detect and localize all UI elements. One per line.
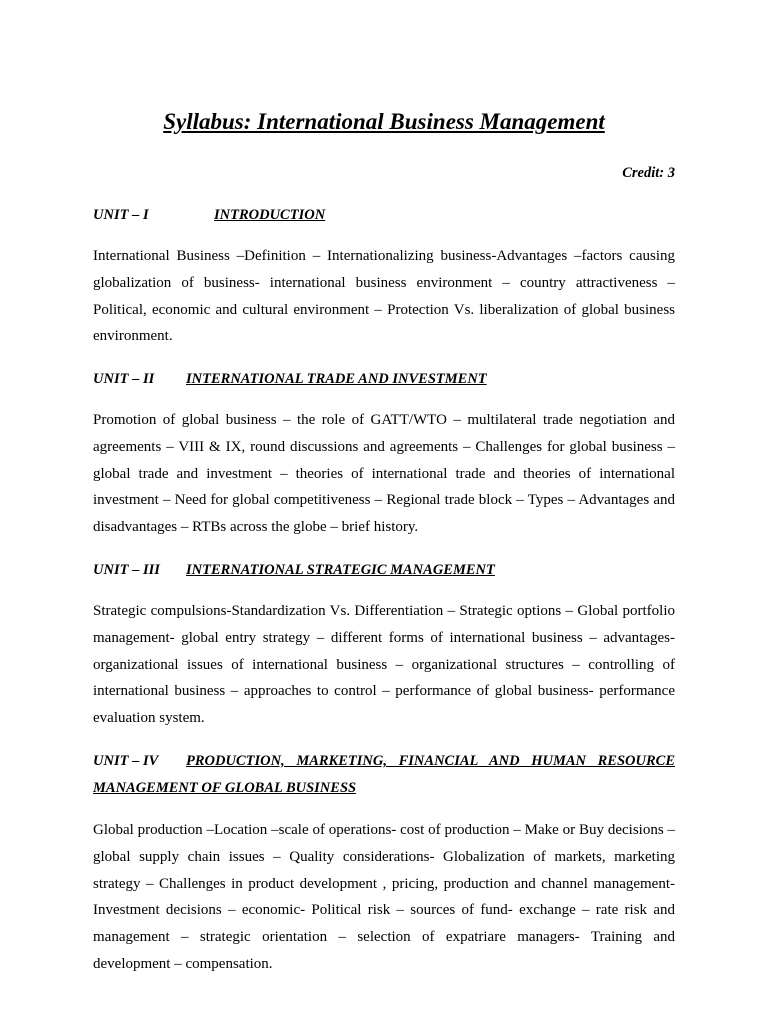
unit-4-number: UNIT – IV (93, 753, 159, 769)
unit-3-heading (93, 561, 675, 579)
page-title: Syllabus: International Business Management (163, 109, 605, 134)
unit-3-number: UNIT – III (93, 562, 160, 578)
unit-2-number: UNIT – II (93, 371, 155, 387)
unit-2-heading (93, 370, 675, 388)
credit-label: Credit: 3 (622, 165, 675, 181)
unit-1-title: INTRODUCTION (214, 207, 326, 223)
unit-2-description: Promotion of global business – the role of GATT/WTO – multilateral trade negotiation and agreements – VIII & IX, round discussions and agreements – Challenges for global business –global trade and investment – theories of international trade and theories of international investment – Need for global competitiveness – Regional trade block – Types – Advantages and disadvantages – RTBs across the globe – brief history. (93, 412, 675, 536)
unit-1-number: UNIT – I (93, 207, 149, 223)
unit-2-title: INTERNATIONAL TRADE AND INVESTMENT (186, 371, 487, 387)
unit-4-description: Global production –Location –scale of operations- cost of production – Make or Buy decisions – global supply chain issues – Quality considerations- Globalization of markets, marketing strategy – Challenges in product development , pricing, production and channel management- Investment decisions – economic- Political risk – sources of fund- exchange – rate risk and management – strategic orientation – selection of expatriare managers- Training and development – compensation. (93, 822, 675, 972)
unit-3-title: INTERNATIONAL STRATEGIC MANAGEMENT (186, 562, 495, 578)
unit-1-heading (93, 206, 675, 224)
unit-4-title: PRODUCTION, MARKETING, FINANCIAL AND HUMAN RESOURCE MANAGEMENT OF GLOBAL BUSINESS (93, 753, 675, 796)
unit-4-heading (93, 748, 675, 802)
unit-3-description: Strategic compulsions-Standardization Vs. Differentiation – Strategic options – Global portfolio management- global entry strategy – different forms of international business – advantages- organizational issues of international business – organizational structures – controlling of international business – approaches to control – performance of global business- performance evaluation system. (93, 603, 675, 727)
unit-1-description: International Business –Definition – Internationalizing business-Advantages –factors causing globalization of business- international business environment – country attractiveness – Political, economic and cultural environment – Protection Vs. liberalization of global business environment. (93, 248, 675, 345)
